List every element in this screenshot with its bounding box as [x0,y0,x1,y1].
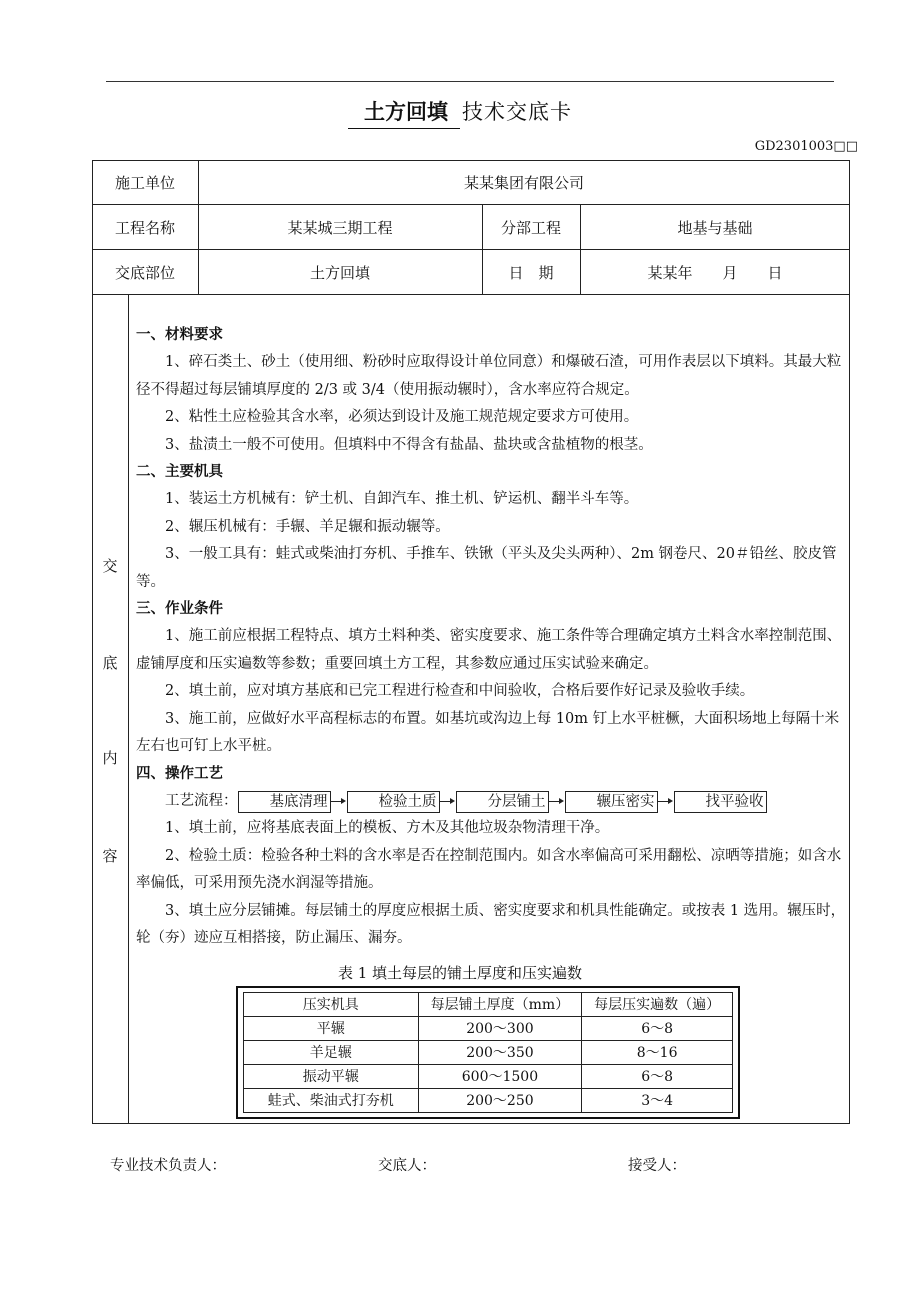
presenter-signature: 交底人： [378,1158,436,1174]
flow-step: 分层铺土 [456,791,549,813]
flow-step: 找平验收 [674,791,767,813]
paragraph: 1、碎石类土、砂土（使用细、粉砂时应取得设计单位同意）和爆破石渣，可用作表层以下填料。其最大粒径不得超过每层铺填厚度的 2/3 或 3/4（使用振动辗时），含水率应符合规定。 [136,354,842,398]
arrow-right-icon [549,797,565,807]
table-cell: 平辗 [244,1017,419,1041]
tech-lead-signature: 专业技术负责人： [110,1158,226,1174]
side-char: 底 [102,654,118,672]
paragraph: 1、施工前应根据工程特点、填方土料种类、密实度要求、施工条件等合理确定填方土料含水率控制范围、虚铺厚度和压实遍数等参数；重要回填土方工程，其参数应通过压实试验来确定。 [136,628,842,672]
part-label: 交底部位 [114,263,175,282]
table-row [244,1017,733,1041]
table-cell: 振动平辗 [244,1065,419,1089]
side-char: 容 [102,847,118,865]
project-label: 工程名称 [114,218,175,237]
section-heading: 三、作业条件 [136,601,223,618]
subproject-value: 地基与基础 [677,218,753,237]
side-char: 内 [102,749,118,767]
table-cell: 200～350 [418,1041,582,1065]
table-header: 每层铺土厚度（mm） [418,993,582,1017]
unit-label: 施工单位 [114,173,175,192]
header-rule [106,81,834,82]
flow-step: 辗压密实 [565,791,658,813]
table-cell: 6～8 [582,1065,733,1089]
process-flow [136,788,846,815]
date-label: 日 期 [508,263,554,282]
subproject-label: 分部工程 [500,218,561,237]
table-row [244,1065,733,1089]
title-subject: 土方回填 [348,96,460,129]
paragraph: 1、填土前，应将基底表面上的模板、方木及其他垃圾杂物清理干净。 [165,820,610,837]
receiver-signature: 接受人： [628,1158,686,1174]
section-heading: 四、操作工艺 [136,765,223,782]
paragraph: 3、填土应分层铺摊。每层铺土的厚度应根据土质、密实度要求和机具性能确定。或按表 1 选用。辗压时，轮（夯）迹应互相搭接，防止漏压、漏夯。 [136,902,846,946]
table-row [244,1041,733,1065]
table-header-row [244,993,733,1017]
table-header: 压实机具 [244,993,419,1017]
flow-label: 工艺流程： [165,792,238,809]
flow-step: 检验土质 [347,791,440,813]
table-cell: 6～8 [582,1017,733,1041]
section-heading: 二、主要机具 [136,464,223,481]
col-divider [128,294,129,1124]
arrow-right-icon [331,797,347,807]
briefing-content [136,322,846,952]
table-cell: 蛙式、柴油式打夯机 [244,1089,419,1113]
paragraph: 2、检验土质：检验各种土料的含水率是否在控制范围内。如含水率偏高可采用翻松、凉晒等措施；如含水率偏低，可采用预先浇水润湿等措施。 [136,847,842,892]
table-cell: 羊足辗 [244,1041,419,1065]
paragraph: 2、辗压机械有：手辗、羊足辗和振动辗等。 [165,518,450,535]
paragraph: 3、盐渍土一般不可使用。但填料中不得含有盐晶、盐块或含盐植物的根茎。 [165,436,653,453]
flow-step: 基底清理 [238,791,331,813]
table-row [244,1089,733,1113]
document-code: GD2301003□□ [754,139,858,154]
arrow-right-icon [658,797,674,807]
paragraph: 2、填土前，应对填方基底和已完工程进行检查和中间验收，合格后要作好记录及验收手续。 [165,683,755,700]
row-divider [92,294,850,295]
arrow-right-icon [440,797,456,807]
paragraph: 3、一般工具有：蛙式或柴油打夯机、手推车、铁锹（平头及尖头两种）、2m 钢卷尺、20＃铅丝、胶皮管等。 [136,546,837,590]
table-cell: 3～4 [582,1089,733,1113]
project-value: 某某城三期工程 [287,218,393,237]
table-cell: 200～250 [418,1089,582,1113]
section-heading: 一、材料要求 [136,327,223,343]
part-value: 土方回填 [309,263,370,282]
page-title [0,96,920,129]
date-value: 某某年 月 日 [647,263,783,282]
title-main: 技术交底卡 [462,100,572,124]
compaction-table [236,986,740,1119]
content-side-label [92,295,128,1124]
table-caption: 表 1 填土每层的铺土厚度和压实遍数 [337,964,583,982]
side-char: 交 [102,557,118,575]
paragraph: 2、粘性土应检验其含水率，必须达到设计及施工规范规定要求方可使用。 [165,409,639,426]
table-header: 每层压实遍数（遍） [582,993,733,1017]
table-cell: 8～16 [582,1041,733,1065]
unit-value: 某某集团有限公司 [463,173,584,192]
paragraph: 1、装运土方机械有：铲土机、自卸汽车、推土机、铲运机、翻半斗车等。 [165,491,639,508]
paragraph: 3、施工前，应做好水平高程标志的布置。如基坑或沟边上每 10m 钉上水平桩橛，大面积场地上每隔十米左右也可钉上水平桩。 [136,710,840,755]
table-cell: 600～1500 [418,1065,582,1089]
table-cell: 200～300 [418,1017,582,1041]
